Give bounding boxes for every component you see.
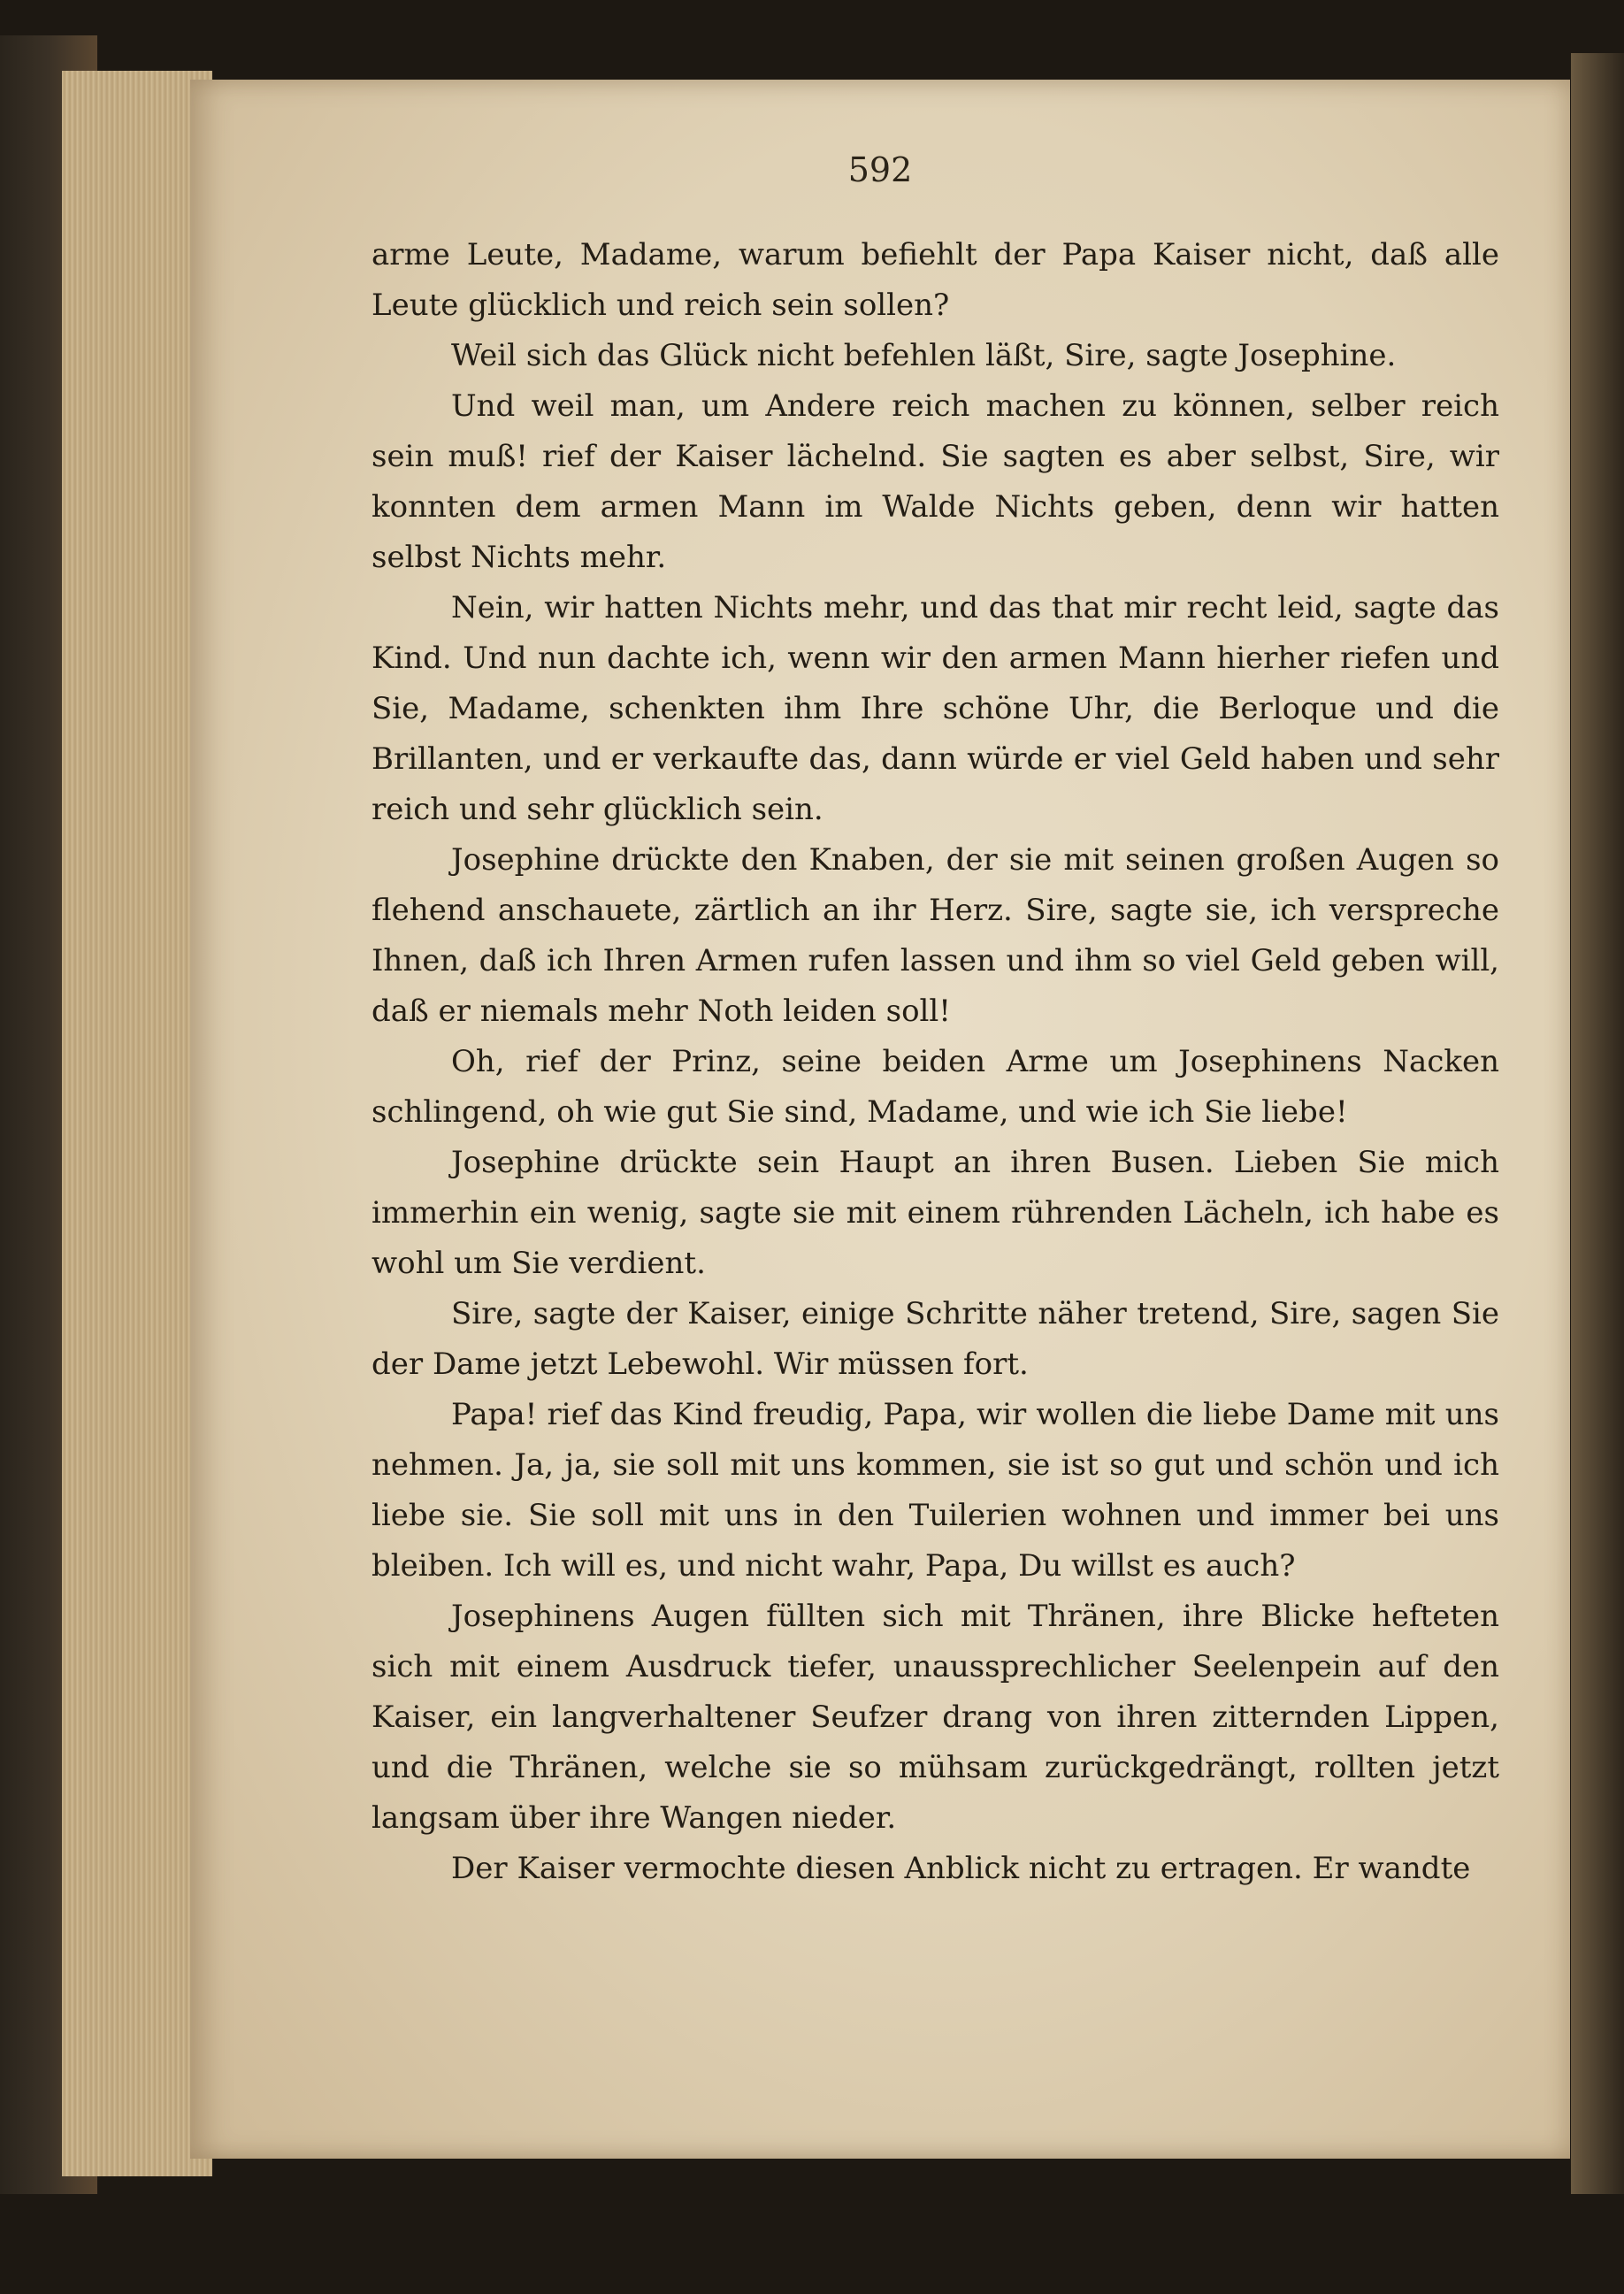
- page-number: 592: [847, 150, 913, 189]
- book-page: [190, 80, 1570, 2159]
- paragraph: Josephine drückte sein Haupt an ihren Busen. Lieben Sie mich immerhin ein wenig, sagte sie mit einem rührenden Lächeln, ich habe es wohl um Sie verdient.: [372, 1145, 1499, 1281]
- paragraph: Weil sich das Glück nicht befehlen läßt, Sire, sagte Josephine.: [451, 338, 1397, 373]
- paragraph: Nein, wir hatten Nichts mehr, und das that mir recht leid, sagte das Kind. Und nun dachte ich, wenn wir den armen Mann hierher riefen und Sie, Madame, schenkten ihm Ihre schöne Uhr, die Berloque und die Brillanten, und er verkaufte das, dann würde er viel Geld haben und sehr reich und sehr glücklich sein.: [372, 590, 1499, 827]
- paragraph: Oh, rief der Prinz, seine beiden Arme um Josephinens Nacken schlingend, oh wie gut Sie sind, Madame, und wie ich Sie liebe!: [372, 1044, 1499, 1130]
- paragraph: Der Kaiser vermochte diesen Anblick nicht zu ertragen. Er wandte: [451, 1851, 1471, 1886]
- paragraph: arme Leute, Madame, warum befiehlt der Papa Kaiser nicht, daß alle Leute glücklich und reich sein sollen?: [372, 237, 1499, 323]
- paragraph: Sire, sagte der Kaiser, einige Schritte näher tretend, Sire, sagen Sie der Dame jetzt Lebewohl. Wir müssen fort.: [372, 1296, 1499, 1382]
- paragraph: Und weil man, um Andere reich machen zu können, selber reich sein muß! rief der Kaiser lächelnd. Sie sagten es aber selbst, Sire, wir konnten dem armen Mann im Walde Nichts geben, denn wir hatten selbst Nichts mehr.: [372, 388, 1499, 575]
- page-text: [372, 230, 1499, 1894]
- paragraph: Josephinens Augen füllten sich mit Thränen, ihre Blicke hefteten sich mit einem Ausdruck tiefer, unaussprechlicher Seelenpein auf den Kaiser, ein langverhaltener Seufzer drang von ihren zitternden Lippen, und die Thränen, welche sie so mühsam zurückgedrängt, rollten jetzt langsam über ihre Wangen nieder.: [372, 1599, 1499, 1836]
- paragraph: Josephine drückte den Knaben, der sie mit seinen großen Augen so flehend anschauete, zärtlich an ihr Herz. Sire, sagte sie, ich verspreche Ihnen, daß ich Ihren Armen rufen lassen und ihm so viel Geld geben will, daß er niemals mehr Noth leiden soll!: [372, 842, 1499, 1029]
- paragraph: Papa! rief das Kind freudig, Papa, wir wollen die liebe Dame mit uns nehmen. Ja, ja, sie soll mit uns kommen, sie ist so gut und schön und ich liebe sie. Sie soll mit uns in den Tuilerien wohnen und immer bei uns bleiben. Ich will es, und nicht wahr, Papa, Du willst es auch?: [372, 1397, 1499, 1584]
- book-cover-right: [1571, 53, 1624, 2194]
